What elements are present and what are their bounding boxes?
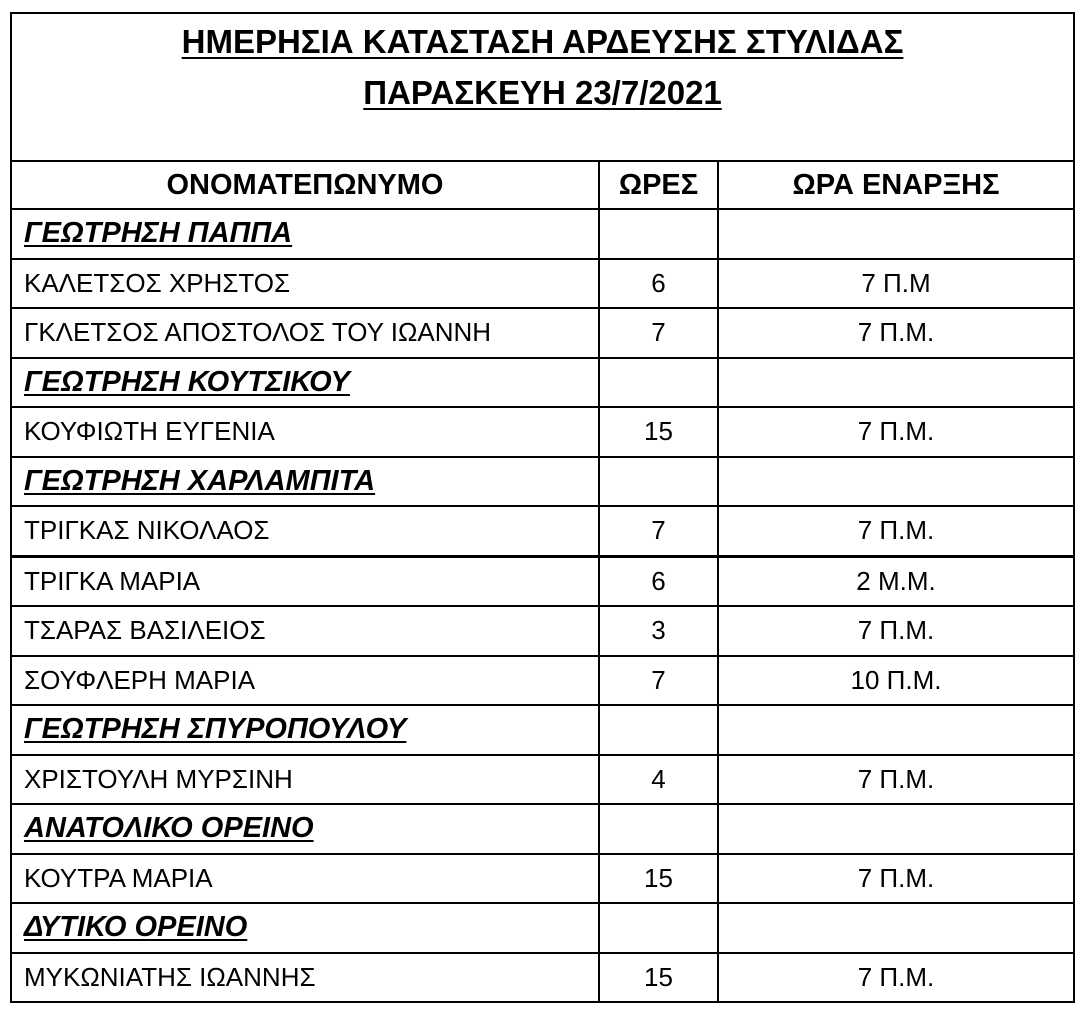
section-title: ΓΕΩΤΡΗΣΗ ΣΠΥΡΟΠΟΥΛΟΥ bbox=[24, 713, 407, 746]
start-time-value: 7 Π.Μ bbox=[718, 259, 1074, 309]
section-row bbox=[11, 705, 1074, 755]
hours-value: 7 bbox=[599, 308, 718, 358]
section-row bbox=[11, 358, 1074, 408]
person-name: ΣΟΥΦΛΕΡΗ ΜΑΡΙΑ bbox=[11, 656, 599, 706]
person-name: ΚΟΥΤΡΑ ΜΑΡΙΑ bbox=[11, 854, 599, 904]
table-row bbox=[11, 308, 1074, 358]
table-row bbox=[11, 854, 1074, 904]
hours-value: 7 bbox=[599, 506, 718, 556]
start-time-cell-empty bbox=[718, 358, 1074, 408]
person-name: ΓΚΛΕΤΣΟΣ ΑΠΟΣΤΟΛΟΣ ΤΟΥ ΙΩΑΝΝΗ bbox=[11, 308, 599, 358]
start-time-cell-empty bbox=[718, 903, 1074, 953]
table-row bbox=[11, 953, 1074, 1003]
hours-value: 3 bbox=[599, 606, 718, 656]
title-row bbox=[11, 13, 1074, 161]
person-name: ΧΡΙΣΤΟΥΛΗ ΜΥΡΣΙΝΗ bbox=[11, 755, 599, 805]
table-row bbox=[11, 259, 1074, 309]
start-time-value: 7 Π.Μ. bbox=[718, 755, 1074, 805]
section-row bbox=[11, 804, 1074, 854]
section-title: ΓΕΩΤΡΗΣΗ ΧΑΡΛΑΜΠΙΤΑ bbox=[24, 464, 376, 497]
hours-value: 15 bbox=[599, 407, 718, 457]
section-cell bbox=[11, 358, 599, 408]
table-row bbox=[11, 656, 1074, 706]
start-time-cell-empty bbox=[718, 804, 1074, 854]
hours-cell-empty bbox=[599, 457, 718, 507]
start-time-value: 7 Π.Μ. bbox=[718, 606, 1074, 656]
hours-cell-empty bbox=[599, 705, 718, 755]
hours-value: 6 bbox=[599, 556, 718, 606]
hours-cell-empty bbox=[599, 804, 718, 854]
start-time-cell-empty bbox=[718, 705, 1074, 755]
section-row bbox=[11, 457, 1074, 507]
start-time-value: 7 Π.Μ. bbox=[718, 407, 1074, 457]
irrigation-table bbox=[10, 12, 1075, 1003]
title-cell bbox=[11, 13, 1074, 161]
hours-value: 15 bbox=[599, 854, 718, 904]
section-cell bbox=[11, 804, 599, 854]
section-title: ΓΕΩΤΡΗΣΗ ΚΟΥΤΣΙΚΟΥ bbox=[24, 365, 350, 398]
section-cell bbox=[11, 705, 599, 755]
section-title: ΔΥΤΙΚΟ ΟΡΕΙΝΟ bbox=[24, 911, 248, 944]
start-time-value: 2 Μ.Μ. bbox=[718, 556, 1074, 606]
header-row bbox=[11, 161, 1074, 209]
start-time-cell-empty bbox=[718, 209, 1074, 259]
hours-value: 15 bbox=[599, 953, 718, 1003]
section-cell bbox=[11, 209, 599, 259]
start-time-value: 7 Π.Μ. bbox=[718, 308, 1074, 358]
start-time-value: 7 Π.Μ. bbox=[718, 854, 1074, 904]
person-name: ΚΑΛΕΤΣΟΣ ΧΡΗΣΤΟΣ bbox=[11, 259, 599, 309]
table-row bbox=[11, 407, 1074, 457]
hours-cell-empty bbox=[599, 903, 718, 953]
table-body bbox=[11, 209, 1074, 1002]
section-row bbox=[11, 209, 1074, 259]
hours-cell-empty bbox=[599, 358, 718, 408]
start-time-value: 7 Π.Μ. bbox=[718, 506, 1074, 556]
section-title: ΓΕΩΤΡΗΣΗ ΠΑΠΠΑ bbox=[24, 217, 293, 250]
hours-cell-empty bbox=[599, 209, 718, 259]
person-name: ΜΥΚΩΝΙΑΤΗΣ ΙΩΑΝΝΗΣ bbox=[11, 953, 599, 1003]
irrigation-schedule-sheet bbox=[10, 12, 1073, 1003]
section-cell bbox=[11, 457, 599, 507]
page-title: ΗΜΕΡΗΣΙΑ ΚΑΤΑΣΤΑΣΗ ΑΡΔΕΥΣΗΣ ΣΤΥΛΙΔΑΣ bbox=[181, 23, 904, 60]
person-name: ΚΟΥΦΙΩΤΗ ΕΥΓΕΝΙΑ bbox=[11, 407, 599, 457]
start-time-value: 7 Π.Μ. bbox=[718, 953, 1074, 1003]
person-name: ΤΡΙΓΚΑΣ ΝΙΚΟΛΑΟΣ bbox=[11, 506, 599, 556]
page-date: ΠΑΡΑΣΚΕΥΗ 23/7/2021 bbox=[363, 74, 722, 111]
start-time-value: 10 Π.Μ. bbox=[718, 656, 1074, 706]
hours-value: 6 bbox=[599, 259, 718, 309]
header-name: ΟΝΟΜΑΤΕΠΩΝΥΜΟ bbox=[11, 161, 599, 209]
person-name: ΤΡΙΓΚΑ ΜΑΡΙΑ bbox=[11, 556, 599, 606]
start-time-cell-empty bbox=[718, 457, 1074, 507]
hours-value: 4 bbox=[599, 755, 718, 805]
section-title: ΑΝΑΤΟΛΙΚΟ ΟΡΕΙΝΟ bbox=[24, 812, 314, 845]
header-hours: ΩΡΕΣ bbox=[599, 161, 718, 209]
table-row bbox=[11, 606, 1074, 656]
person-name: ΤΣΑΡΑΣ ΒΑΣΙΛΕΙΟΣ bbox=[11, 606, 599, 656]
section-cell bbox=[11, 903, 599, 953]
header-start-time: ΩΡΑ ΕΝΑΡΞΗΣ bbox=[718, 161, 1074, 209]
section-row bbox=[11, 903, 1074, 953]
table-row bbox=[11, 755, 1074, 805]
table-row bbox=[11, 506, 1074, 556]
table-row bbox=[11, 556, 1074, 606]
hours-value: 7 bbox=[599, 656, 718, 706]
